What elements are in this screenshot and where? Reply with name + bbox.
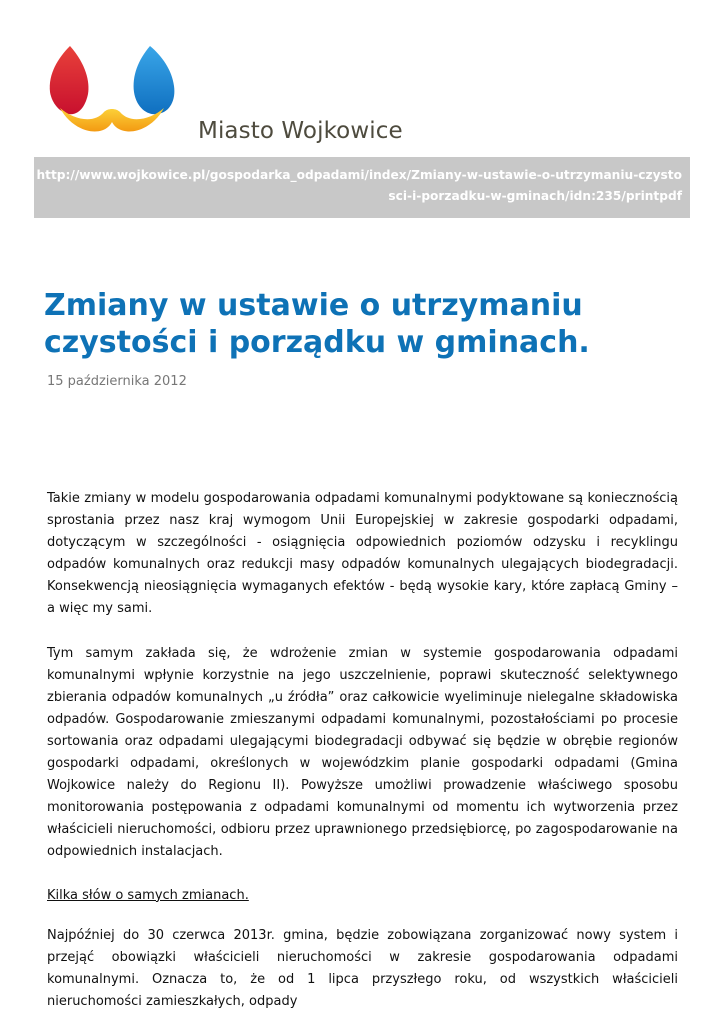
page-url[interactable]: http://www.wojkowice.pl/gospodarka_odpadami/index/Zmiany-w-ustawie-o-utrzymaniu-czystosci-i-porzadku-w-gminach/idn:235/printpdf [36,168,682,203]
article-title: Zmiany w ustawie o utrzymaniu czystości i porządku w gminach. [44,288,590,360]
section-subheading: Kilka słów o samych zmianach. [47,887,249,903]
article-body [47,488,678,1013]
article-date: 15 października 2012 [47,374,187,389]
site-name: Miasto Wojkowice [198,118,403,144]
wojkowice-w-logo-icon [46,42,178,138]
paragraph: Tym samym zakłada się, że wdrożenie zmian w systemie gospodarowania odpadami komunalnymi wpłynie korzystnie na jego uszczelnienie, poprawi skuteczność selektywnego zbierania odpadów komunalnych „u źródła” oraz całkowicie wyeliminuje nielegalne składowiska odpadów. Gospodarowanie zmieszanymi odpadami komunalnymi, pozostałościami po procesie sortowania oraz odpadami ulegającymi biodegradacji odbywać się będzie w obrębie regionów gospodarki odpadami, określonych w wojewódzkim planie gospodarki odpadami (Gmina Wojkowice należy do Regionu II). Powyższe umożliwi prowadzenie właściwego sposobu monitorowania postępowania z odpadami komunalnymi od momentu ich wytworzenia przez właścicieli nieruchomości, odbioru przez uprawnionego przedsiębiorcę, po zagospodarowanie na odpowiednich instalacjach. [47,645,678,860]
url-bar [34,157,690,218]
paragraph: Takie zmiany w modelu gospodarowania odpadami komunalnymi podyktowane są koniecznością sprostania przez nasz kraj wymogom Unii Europejskiej w zakresie gospodarki odpadami, dotyczącym w szczególności - osiągnięcia odpowiednich poziomów odzysku i recyklingu odpadów komunalnych oraz redukcji masy odpadów komunalnych ulegających biodegradacji. Konsekwencją nieosiągnięcia wymaganych efektów - będą wysokie kary, które zapłacą Gminy – a więc my sami. [47,491,678,617]
paragraph: Najpóźniej do 30 czerwca 2013r. gmina, będzie zobowiązana zorganizować nowy system i przejąć obowiązki właścicieli nieruchomości w zakresie gospodarowania odpadami komunalnymi. Oznacza to, że od 1 lipca przyszłego roku, od wszystkich właścicieli nieruchomości zamieszkałych, odpady [47,927,678,1009]
